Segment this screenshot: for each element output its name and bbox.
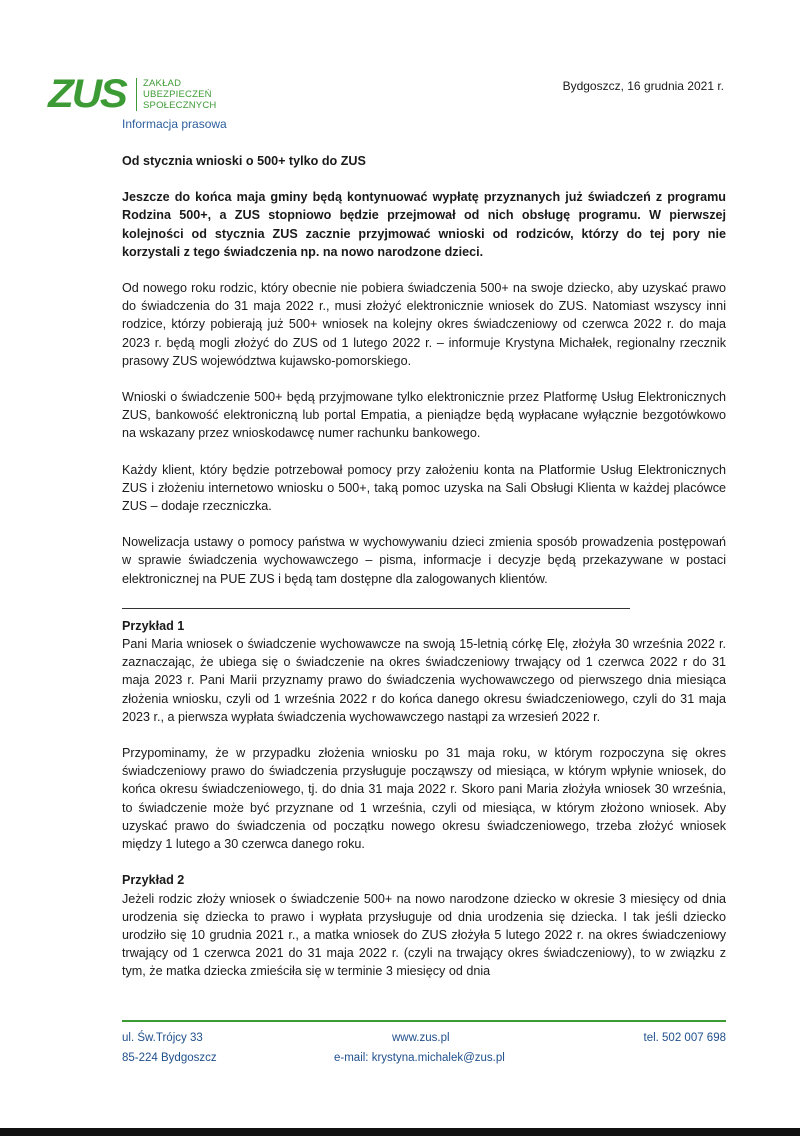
- article-lead: Jeszcze do końca maja gminy będą kontynuować wypłatę przyznanych już świadczeń z programu Rodzina 500+, a ZUS stopniowo będzie przejmował od nich obsługę programu. W pierwszej kolejności od stycznia ZUS zacznie przyjmować wnioski od rodziców, którzy do tej pory nie korzystali z tego świadczenia np. na nowo narodzone dzieci.: [122, 190, 726, 259]
- footer-website-link[interactable]: www.zus.pl: [392, 1032, 450, 1044]
- logo-line: ZAKŁAD: [143, 77, 182, 89]
- bottom-edge-bar: [0, 1128, 800, 1136]
- example-2-text: Jeżeli rodzic złoży wniosek o świadczenie 500+ na nowo narodzone dziecko w okresie 3 miesięcy od dnia urodzenia się dziecka to prawo i wypłata przysługuje od dnia urodzenia się dziecka. I tak jeśli dziecko urodziło się 10 grudnia 2021 r., a matka wniosek do ZUS złożyła 5 lutego 2022 r. na okres świadczeniowy trwający od 1 czerwca 2021 do 31 maja 2022 r. (czyli na trwający okres świadczeniowy), to w związku z tym, że matka dziecka zmieściła się w terminie 3 miesięcy od dnia: [122, 891, 726, 979]
- dateline: Bydgoszcz, 16 grudnia 2021 r.: [562, 79, 724, 93]
- zus-logo-mark: ZUS: [48, 72, 126, 116]
- paragraph: Nowelizacja ustawy o pomocy państwa w wychowywaniu dzieci zmienia sposób prowadzenia postępowań w sprawie świadczenia wychowawczego – pisma, informacje i decyzje będą przekazywane w postaci elektronicznej na PUE ZUS i będą tam dostępne dla zalogowanych klientów.: [122, 535, 726, 586]
- footer-rule: [122, 1020, 726, 1022]
- example-2-heading: Przykład 2: [122, 873, 185, 888]
- example-1-heading: Przykład 1: [122, 618, 185, 633]
- paragraph: Każdy klient, który będzie potrzebował pomocy przy założeniu konta na Platformie Usług Elektronicznych ZUS i złożeniu internetowo wniosku o 500+, taką pomoc uzyska na Sali Obsługi Klienta w każdej placówce ZUS – dodaje rzeczniczka.: [122, 462, 726, 514]
- footer-phone: tel. 502 007 698: [643, 1032, 726, 1044]
- footer-address-line1: ul. Św.Trójcy 33: [122, 1032, 203, 1044]
- paragraph: Wnioski o świadczenie 500+ będą przyjmowane tylko elektronicznie przez Platformę Usług Elektronicznych ZUS, bankowość elektroniczną lub portal Empatia, a pieniądze będą wypłacane wyłącznie bezgotówkowo na wskazany przez wnioskodawcę numer rachunku bankowego.: [122, 390, 726, 441]
- footer-email-link[interactable]: e-mail: krystyna.michalek@zus.pl: [334, 1052, 505, 1064]
- logo-line: SPOŁECZNYCH: [143, 99, 217, 111]
- article-body: [122, 152, 726, 999]
- article-title: Od stycznia wnioski o 500+ tylko do ZUS: [122, 154, 366, 168]
- reminder-paragraph: Przypominamy, że w przypadku złożenia wniosku po 31 maja roku, w którym rozpoczyna się okres świadczeniowy prawo do świadczenia przysługuje począwszy od miesiąca, w którym wpłynie wniosek, do końca okresu świadczeniowego, tj. do dnia 31 maja 2022 r. Skoro pani Maria złożyła wniosek 30 września, to świadczenie może być przyznane od 1 września, czyli od miesiąca, w którym złożono wniosek. Aby uzyskać prawo do świadczenia od początku nowego okresu świadczeniowego, trzeba złożyć wniosek między 1 lutego a 30 czerwca danego roku.: [122, 746, 726, 852]
- example-1-text: Pani Maria wniosek o świadczenie wychowawcze na swoją 15-letnią córkę Elę, złożyła 30 września 2022 r. zaznaczając, że ubiega się o świadczenie na okres świadczeniowy trwający od 1 czerwca 2022 r do 31 maja 2023 r. Pani Marii przyznamy prawo do świadczenia wychowawczego od pierwszego dnia miesiąca złożenia wniosku, czyli od 1 września 2022 r do końca danego okresu świadczeniowego, czyli do 31 maja 2023 r., a pierwsza wypłata świadczenia wychowawczego nastąpi za wrzesień 2022 r.: [122, 637, 726, 724]
- section-separator: [122, 608, 630, 609]
- logo-line: UBEZPIECZEŃ: [143, 88, 212, 100]
- footer-address-line2: 85-224 Bydgoszcz: [122, 1052, 217, 1064]
- press-release-label: Informacja prasowa: [122, 117, 227, 131]
- paragraph: Od nowego roku rodzic, który obecnie nie pobiera świadczenia 500+ na swoje dziecko, aby uzyskać prawo do świadczenia do 31 maja 2022 r., musi złożyć elektronicznie wniosek do ZUS. Natomiast wszyscy inni rodzice, którzy pobierają już 500+ wniosek na kolejny okres świadczeniowy od czerwca 2022 r. do maja 2023 r. będą mogli złożyć do ZUS od 1 lutego 2022 r. – informuje Krystyna Michałek, regionalny rzecznik prasowy ZUS województwa kujawsko-pomorskiego.: [122, 281, 726, 368]
